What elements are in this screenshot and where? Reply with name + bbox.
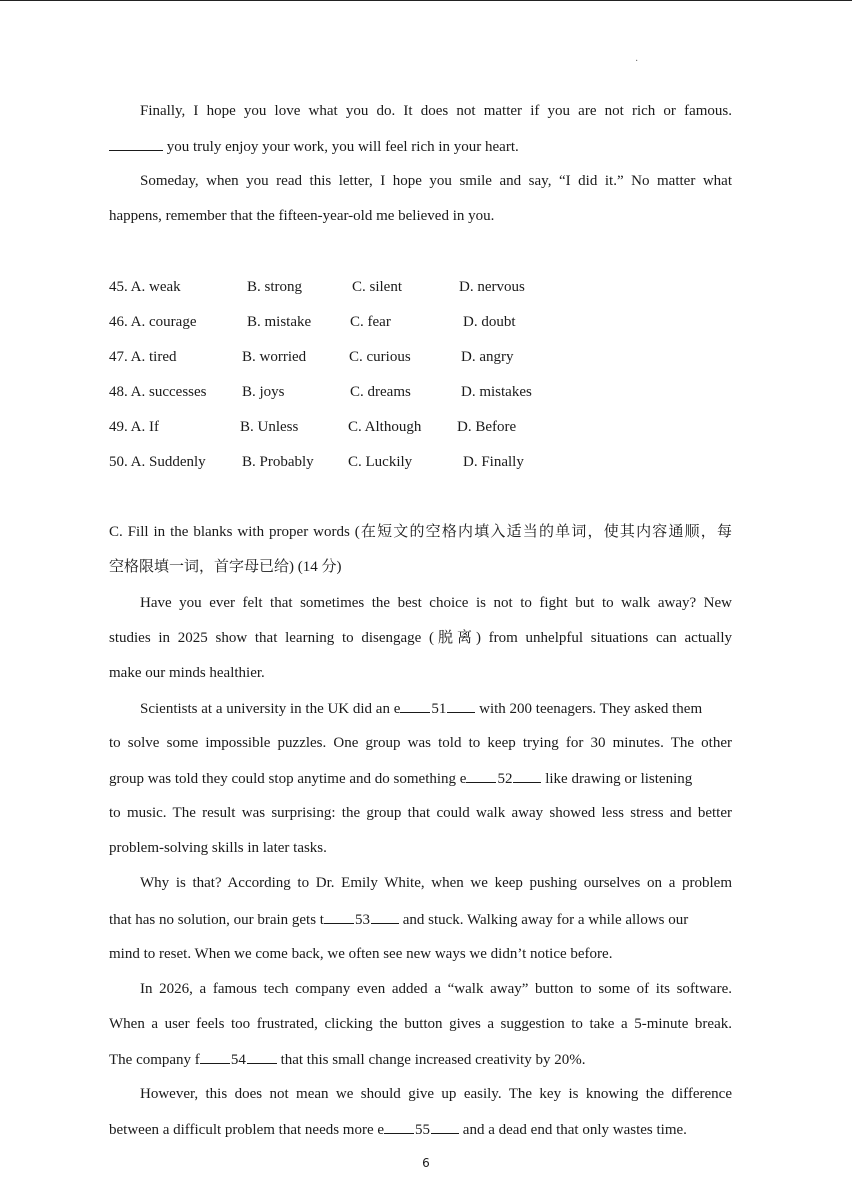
blank-52-right bbox=[513, 768, 541, 783]
q48-b: B. joys bbox=[242, 384, 285, 400]
blank-55-number: 55 bbox=[415, 1122, 431, 1138]
p3-line1: Have you ever felt that sometimes the best choice is not to fight but to walk away? New bbox=[140, 595, 732, 611]
p4-line2: to solve some impossible puzzles. One group was told to keep trying for 30 minutes. The other bbox=[109, 735, 732, 751]
q45-a: 45. A. weak bbox=[109, 279, 181, 295]
q47-c: C. curious bbox=[349, 349, 411, 365]
p7-line1: However, this does not mean we should give up easily. The key is knowing the difference bbox=[140, 1086, 732, 1102]
blank-54-number: 54 bbox=[230, 1052, 246, 1068]
blank-54-left bbox=[200, 1049, 230, 1064]
q49-d: D. Before bbox=[457, 419, 517, 435]
p6-line3: The company f 54 that this small change increased creativity by 20%. bbox=[109, 1049, 732, 1070]
p5-line3: mind to reset. When we come back, we often see new ways we didn’t notice before. bbox=[109, 946, 613, 962]
q47-a: 47. A. tired bbox=[109, 349, 177, 365]
p4-line3: group was told they could stop anytime and do something e 52 like drawing or listening bbox=[109, 768, 732, 789]
blank-55-left bbox=[384, 1119, 414, 1134]
p5-line2: that has no solution, our brain gets t 53 and stuck. Walking away for a while allows our bbox=[109, 909, 732, 930]
header-mark: · bbox=[635, 56, 639, 67]
blank-53-right bbox=[371, 909, 399, 924]
q46-d: D. doubt bbox=[463, 314, 516, 330]
q48-d: D. mistakes bbox=[461, 384, 532, 400]
blank-53-left bbox=[324, 909, 354, 924]
blank-51-number: 51 bbox=[431, 701, 447, 717]
blank-55-right bbox=[431, 1119, 459, 1134]
q48-a: 48. A. successes bbox=[109, 384, 207, 400]
q50-c: C. Luckily bbox=[348, 454, 413, 470]
p6-line2: When a user feels too frustrated, clicking the button gives a suggestion to take a 5-minute break. bbox=[109, 1016, 732, 1032]
q47-d: D. angry bbox=[461, 349, 514, 365]
q49-a: 49. A. If bbox=[109, 419, 159, 435]
q45-d: D. nervous bbox=[459, 279, 525, 295]
p1-line2: you truly enjoy your work, you will feel rich in your heart. bbox=[109, 136, 732, 157]
q48-c: C. dreams bbox=[350, 384, 411, 400]
p4-line4: to music. The result was surprising: the group that could walk away showed less stress and better bbox=[109, 805, 732, 821]
p5-line1: Why is that? According to Dr. Emily White, when we keep pushing ourselves on a problem bbox=[140, 875, 732, 891]
blank-53-number: 53 bbox=[354, 912, 370, 928]
blank-51-left bbox=[400, 698, 430, 713]
p4-line5: problem-solving skills in later tasks. bbox=[109, 840, 327, 856]
p1-line1: Finally, I hope you love what you do. It does not matter if you are not rich or famous. bbox=[140, 103, 732, 119]
section-c-line2: 空格限填一词，首字母已给) (14 分) bbox=[109, 559, 342, 575]
page-number: 6 bbox=[422, 1156, 430, 1170]
q46-b: B. mistake bbox=[247, 314, 312, 330]
p4-line1: Scientists at a university in the UK did an e 51 with 200 teenagers. They asked them bbox=[140, 698, 732, 719]
q47-b: B. worried bbox=[242, 349, 307, 365]
blank-49 bbox=[109, 136, 163, 151]
blank-54-right bbox=[247, 1049, 277, 1064]
p7-line2: between a difficult problem that needs more e 55 and a dead end that only wastes time. bbox=[109, 1119, 732, 1140]
section-c-line1: C. Fill in the blanks with proper words (在短文的空格内填入适当的单词，使其内容通顺，每 bbox=[109, 524, 732, 540]
p2-line2: happens, remember that the fifteen-year-old me believed in you. bbox=[109, 208, 495, 224]
p6-line1: In 2026, a famous tech company even added a “walk away” button to some of its software. bbox=[140, 981, 732, 997]
blank-52-number: 52 bbox=[497, 771, 513, 787]
q46-c: C. fear bbox=[350, 314, 391, 330]
q45-c: C. silent bbox=[352, 279, 403, 295]
blank-51-right bbox=[447, 698, 475, 713]
q46-a: 46. A. courage bbox=[109, 314, 197, 330]
q50-b: B. Probably bbox=[242, 454, 314, 470]
p2-line1: Someday, when you read this letter, I hope you smile and say, “I did it.” No matter what bbox=[140, 173, 732, 189]
blank-52-left bbox=[466, 768, 496, 783]
top-border bbox=[0, 0, 852, 1]
q49-b: B. Unless bbox=[240, 419, 299, 435]
p3-line3: make our minds healthier. bbox=[109, 665, 265, 681]
q45-b: B. strong bbox=[247, 279, 303, 295]
q50-a: 50. A. Suddenly bbox=[109, 454, 206, 470]
q49-c: C. Although bbox=[348, 419, 422, 435]
p3-line2: studies in 2025 show that learning to disengage (脱离) from unhelpful situations can actually bbox=[109, 630, 732, 646]
q50-d: D. Finally bbox=[463, 454, 524, 470]
